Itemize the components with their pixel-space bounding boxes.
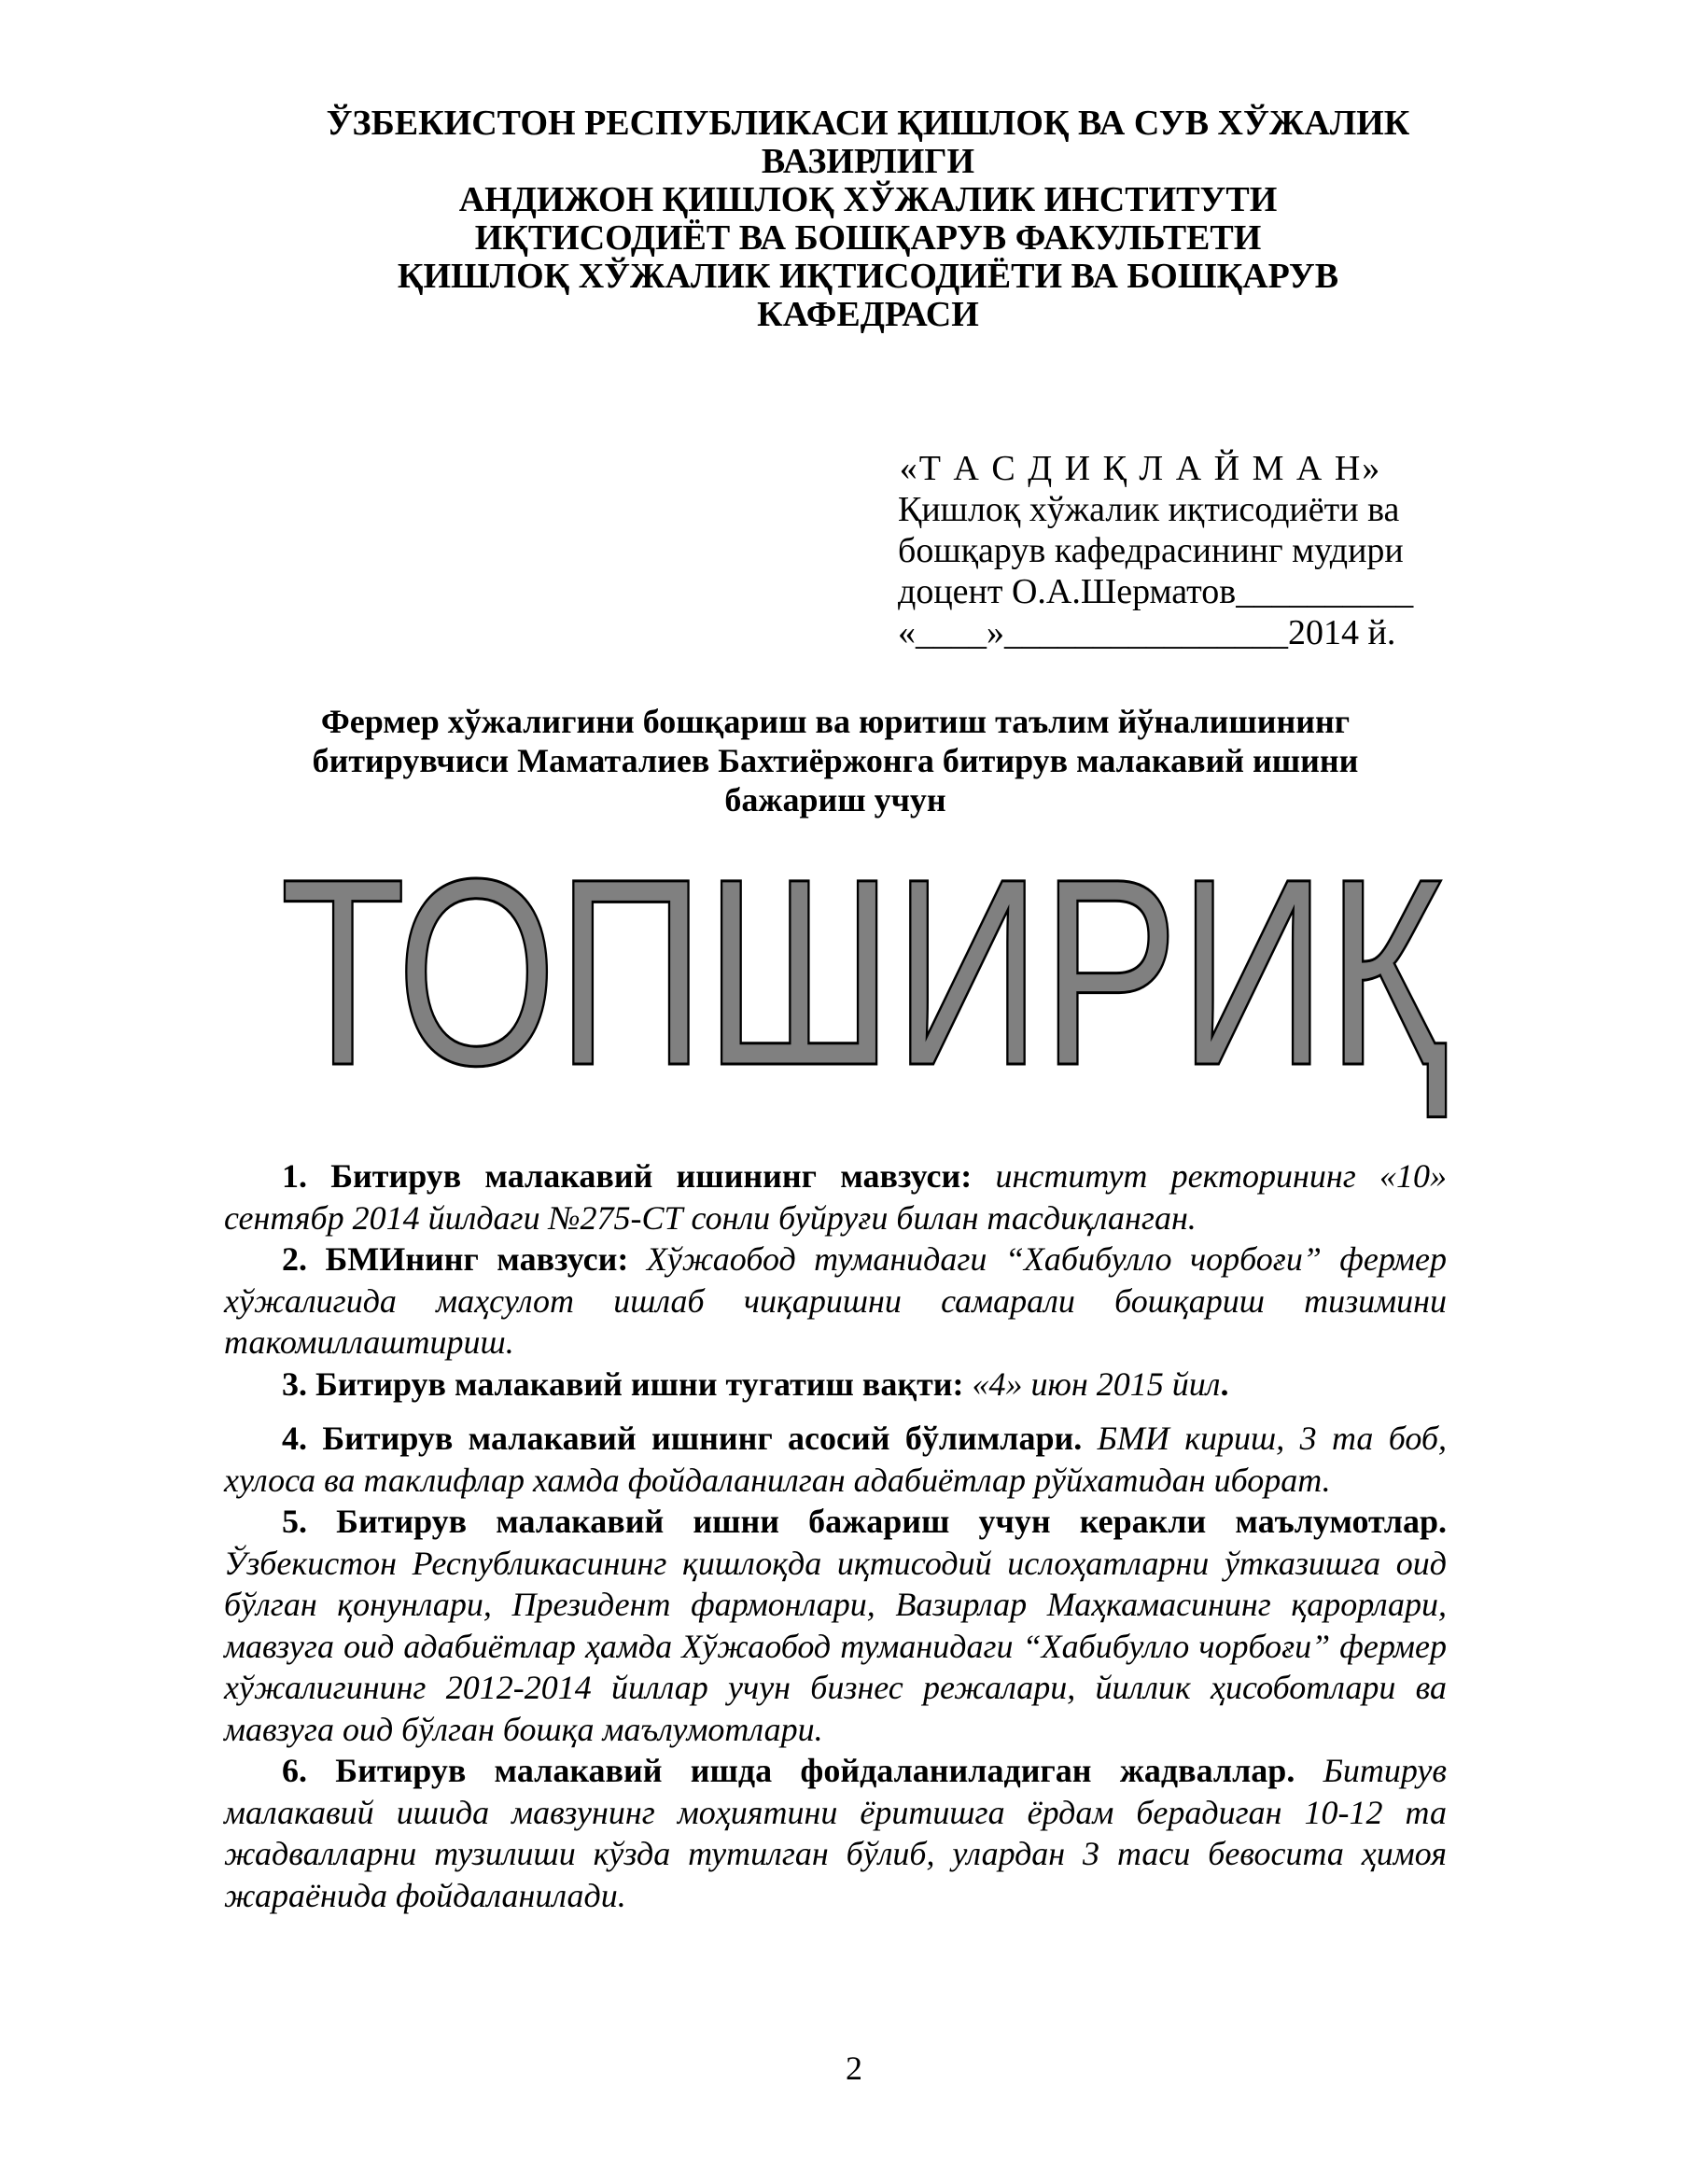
item-6-value: Битирув малакавий ишида мавзунинг моҳиятини ёритишга ёрдам берадиган 10-12 та жадвалларни тузилиши кўзда тутилган бўлиб, улардан 3 таси бевосита ҳимоя жараёнида фойдаланилади. xyxy=(224,1752,1448,1914)
item-2 xyxy=(224,1238,1447,1364)
subtitle-line-2: битирувчиси Маматалиев Бахтиёржонга битирув малакавий ишини xyxy=(312,742,1359,779)
header-line-department-1: ҚИШЛОҚ ХЎЖАЛИК ИҚТИСОДИЁТИ ВА БОШҚАРУВ xyxy=(397,257,1339,296)
header-line-ministry-2: ВАЗИРЛИГИ xyxy=(761,142,975,181)
subtitle-line-3: бажариш учун xyxy=(724,781,946,819)
subtitle-line-1: Фермер хўжалигини бошқариш ва юритиш таълим йўналишининг xyxy=(320,703,1351,740)
big-title-text: ТОПШИРИҚ xyxy=(280,824,1449,1121)
big-title-wordart xyxy=(224,824,1531,1139)
item-6 xyxy=(224,1750,1447,1916)
big-title-svg xyxy=(224,824,1531,1139)
approval-title: «Т А С Д И Қ Л А Й М А Н» xyxy=(899,449,1382,488)
assignment-items xyxy=(224,1155,1447,1916)
item-3-value: «4» июн 2015 йил xyxy=(972,1364,1221,1403)
item-5 xyxy=(224,1501,1447,1750)
item-5-label: 5. Битирув малакавий ишни бажариш учун керакли маълумотлар. xyxy=(282,1503,1447,1540)
institution-header xyxy=(224,105,1512,334)
approval-line-2: бошқарув кафедрасининг мудири xyxy=(898,531,1404,570)
item-3-suffix: . xyxy=(1220,1364,1229,1403)
item-1-value: институт ректорининг «10» сентябр 2014 йилдаги №275-СТ сонли буйруғи билан тасдиқланган. xyxy=(224,1157,1447,1237)
page-number: 2 xyxy=(846,2050,862,2087)
header-line-department-2: КАФЕДРАСИ xyxy=(757,295,979,334)
item-4-value: БМИ кириш, 3 та боб, хулоса ва таклифлар хамда фойдаланилган адабиётлар рўйхатидан иборат. xyxy=(224,1420,1448,1499)
header-line-institute: АНДИЖОН ҚИШЛОҚ ХЎЖАЛИК ИНСТИТУТИ xyxy=(458,180,1278,219)
approval-signature-line: доцент О.А.Шерматов__________ xyxy=(898,572,1414,611)
item-3-label: 3. Битирув малакавий ишни тугатиш вақти: xyxy=(282,1364,964,1403)
item-1 xyxy=(224,1155,1447,1238)
approval-block xyxy=(898,448,1458,653)
item-6-label: 6. Битирув малакавий ишда фойдаланиладиган жадваллар. xyxy=(282,1752,1295,1789)
item-4 xyxy=(224,1418,1447,1501)
item-2-value: Хўжаобод туманидаги “Хабибулло чорбоғи” фермер хўжалигида маҳсулот ишлаб чиқаришни самарали бошқариш тизимини такомиллаштириш. xyxy=(224,1240,1448,1361)
approval-date-line: «____»________________2014 й. xyxy=(898,613,1396,652)
approval-line-1: Қишлоқ хўжалик иқтисодиёти ва xyxy=(898,490,1400,529)
assignment-subtitle xyxy=(224,702,1447,819)
item-1-label: 1. Битирув малакавий ишининг мавзуси: xyxy=(282,1157,973,1195)
item-4-label: 4. Битирув малакавий ишнинг асосий бўлимлари. xyxy=(282,1420,1083,1457)
header-line-faculty: ИҚТИСОДИЁТ ВА БОШҚАРУВ ФАКУЛЬТЕТИ xyxy=(474,218,1262,258)
item-3 xyxy=(224,1364,1447,1406)
header-line-ministry-1: ЎЗБЕКИСТОН РЕСПУБЛИКАСИ ҚИШЛОҚ ВА СУВ ХЎЖАЛИК xyxy=(326,104,1410,143)
item-2-label: 2. БМИнинг мавзуси: xyxy=(282,1240,629,1278)
item-5-value: Ўзбекистон Республикасининг қишлоқда иқтисодий ислоҳатларни ўтказишга оид бўлган қонунлари, Президент фармонлари, Вазирлар Маҳкамасининг қарорлари, мавзуга оид адабиётлар ҳамда Хўжаобод туманидаги “Хабибулло чорбоғи” фермер хўжалигининг 2012-2014 йиллар учун бизнес режалари, йиллик ҳисоботлари ва мавзуга оид бўлган бошқа маълумотлари. xyxy=(224,1544,1447,1748)
